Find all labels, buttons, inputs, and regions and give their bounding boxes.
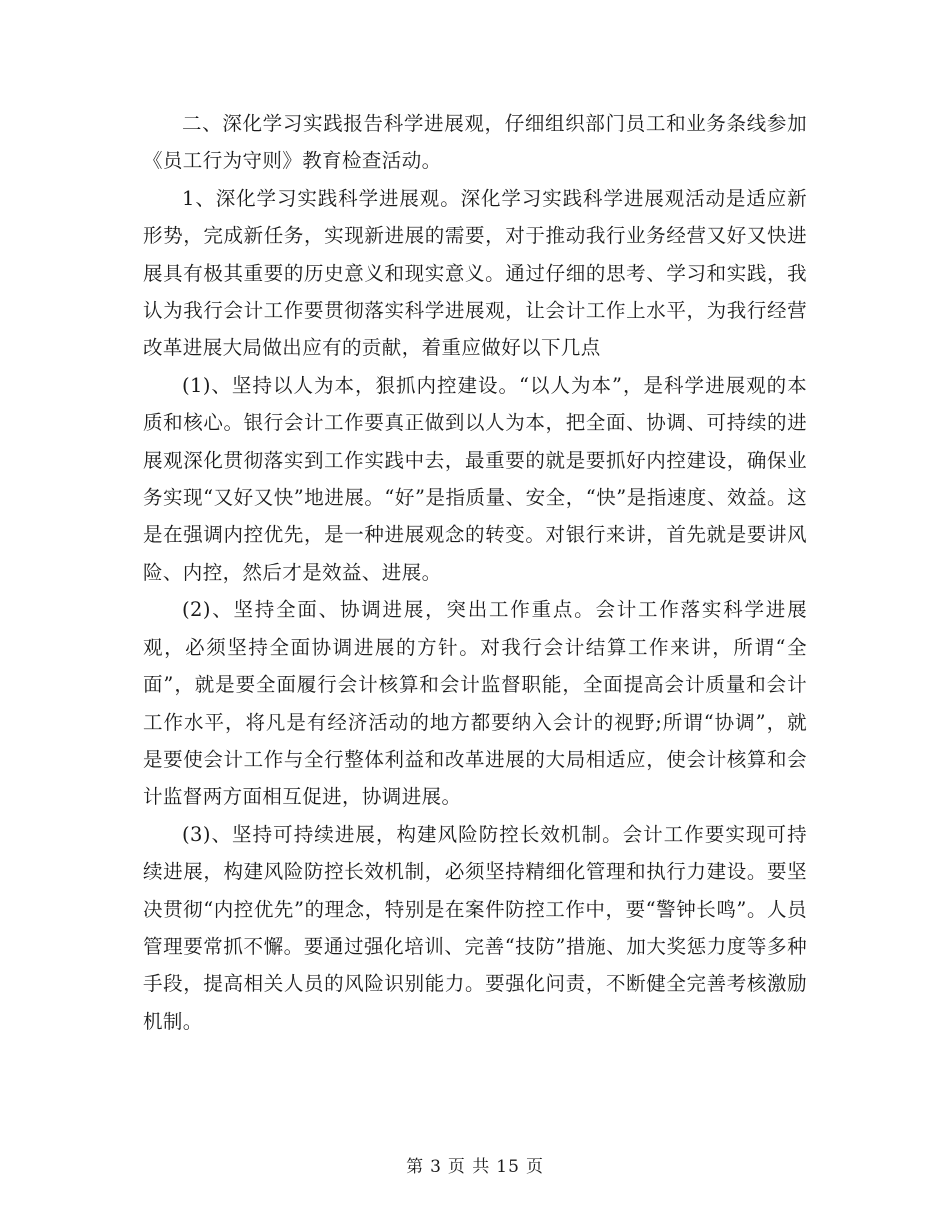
page-footer: [0, 1152, 950, 1177]
paragraph-point-3: (3)、坚持可持续进展，构建风险防控长效机制。会计工作要实现可持续进展，构建风险防控长效机制，必须坚持精细化管理和执行力建设。要坚决贯彻“内控优先”的理念，特别是在案件防控工作中，要“警钟长鸣”。人员管理要常抓不懈。要通过强化培训、完善“技防”措施、加大奖惩力度等多种手段，提高相关人员的风险识别能力。要强化问责，不断健全完善考核激励机制。: [143, 822, 807, 1033]
footer-middle: 页 共: [447, 1157, 491, 1177]
paragraph-point-2: (2)、坚持全面、协调进展，突出工作重点。会计工作落实科学进展观，必须坚持全面协调进展的方针。对我行会计结算工作来讲，所谓“全面”，就是要全面履行会计核算和会计监督职能，全面提高会计质量和会计工作水平，将凡是有经济活动的地方都要纳入会计的视野;所谓“协调”，就是要使会计工作与全行整体利益和改革进展的大局相适应，使会计核算和会计监督两方面相互促进，协调进展。: [143, 598, 807, 809]
page-number-total: 15: [496, 1157, 520, 1177]
paragraph-item-1: 1、深化学习实践科学进展观。深化学习实践科学进展观活动是适应新形势，完成新任务，实现新进展的需要，对于推动我行业务经营又好又快进展具有极其重要的历史意义和现实意义。通过仔细的思考、学习和实践，我认为我行会计工作要贯彻落实科学进展观，让会计工作上水平，为我行经营改革进展大局做出应有的贡献，着重应做好以下几点: [143, 186, 807, 360]
paragraph-point-1: (1)、坚持以人为本，狠抓内控建设。“以人为本”，是科学进展观的本质和核心。银行会计工作要真正做到以人为本，把全面、协调、可持续的进展观深化贯彻落实到工作实践中去，最重要的就是要抓好内控建设，确保业务实现“又好又快”地进展。“好”是指质量、安全，“快”是指速度、效益。这是在强调内控优先，是一种进展观念的转变。对银行来讲，首先就是要讲风险、内控，然后才是效益、进展。: [143, 373, 807, 584]
page-number-current: 3: [430, 1157, 442, 1177]
document-body: [143, 105, 807, 1040]
paragraph-section-two: 二、深化学习实践报告科学进展观，仔细组织部门员工和业务条线参加《员工行为守则》教育检查活动。: [143, 112, 807, 173]
footer-suffix: 页: [525, 1157, 544, 1177]
footer-prefix: 第: [406, 1157, 425, 1177]
